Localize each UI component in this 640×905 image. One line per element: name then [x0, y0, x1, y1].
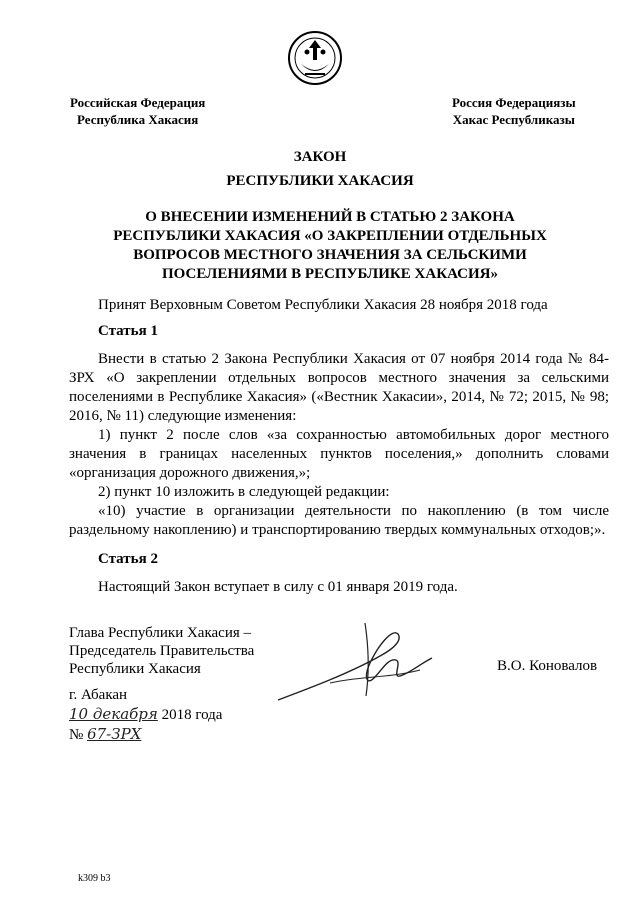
header-right-line1: Россия Федерациязы [452, 95, 576, 110]
header-left-line2: Республика Хакасия [77, 112, 199, 127]
city: г. Абакан [69, 687, 128, 703]
law-title-line1: ЗАКОН [293, 149, 347, 165]
number-line [69, 725, 222, 745]
handwritten-signature [270, 618, 440, 718]
header-right [452, 94, 576, 128]
subject-line2: РЕСПУБЛИКИ ХАКАСИЯ «О ЗАКРЕПЛЕНИИ ОТДЕЛЬНЫХ [113, 228, 547, 244]
signatory-line3: Республики Хакасия [69, 661, 201, 677]
signatory-name: В.О. Коновалов [497, 658, 598, 674]
subject-line3: ВОПРОСОВ МЕСТНОГО ЗНАЧЕНИЯ ЗА СЕЛЬСКИМИ [133, 247, 527, 263]
coat-of-arms-emblem [287, 30, 343, 86]
article1-item1: 1) пункт 2 после слов «за сохранностью автомобильных дорог местного значения в границах населенных пунктов поселения,» дополнить словами «организация дорожного движения,»; [69, 427, 609, 481]
article1-heading: Статья 1 [98, 323, 158, 339]
signatory-line1: Глава Республики Хакасия – [69, 625, 252, 641]
article1-item2-text: «10) участие в организации деятельности по накоплению (в том числе раздельному накоплению) и транспортированию твердых коммунальных отходов;». [69, 503, 609, 538]
article2-text: Настоящий Закон вступает в силу с 01 января 2019 года. [98, 579, 458, 595]
subject-line1: О ВНЕСЕНИИ ИЗМЕНЕНИЙ В СТАТЬЮ 2 ЗАКОНА [145, 209, 515, 225]
number-prefix: № [69, 727, 84, 743]
article2-heading: Статья 2 [98, 551, 158, 567]
handwritten-date: 10 декабря [69, 705, 158, 723]
date-line [69, 705, 222, 725]
footer-code: k309 b3 [78, 873, 111, 884]
subject-line4: ПОСЕЛЕНИЯМИ В РЕСПУБЛИКЕ ХАКАСИЯ» [162, 266, 498, 282]
header-left-line1: Российская Федерация [70, 95, 206, 110]
adoption-statement: Принят Верховным Советом Республики Хакасия 28 ноября 2018 года [98, 297, 548, 313]
header-right-line2: Хакас Республиказы [452, 112, 575, 127]
signatory-title [69, 624, 254, 678]
handwritten-number: 67-ЗРХ [87, 725, 142, 743]
article1-item2: 2) пункт 10 изложить в следующей редакции: [98, 484, 390, 500]
date-year: 2018 года [161, 707, 223, 723]
place-date-number [69, 686, 222, 745]
law-title-line2: РЕСПУБЛИКИ ХАКАСИЯ [226, 173, 414, 189]
signatory-line2: Председатель Правительства [69, 643, 255, 659]
article1-intro: Внести в статью 2 Закона Республики Хакасия от 07 ноября 2014 года № 84-ЗРХ «О закреплении отдельных вопросов местного значения за сельскими поселениями в Республике Хакасия» («Вестник Хакасии», 2014, № 72; 2015, № 98; 2016, № 11) следующие изменения: [69, 351, 609, 424]
law-subject [60, 208, 600, 284]
header-left [70, 94, 205, 128]
